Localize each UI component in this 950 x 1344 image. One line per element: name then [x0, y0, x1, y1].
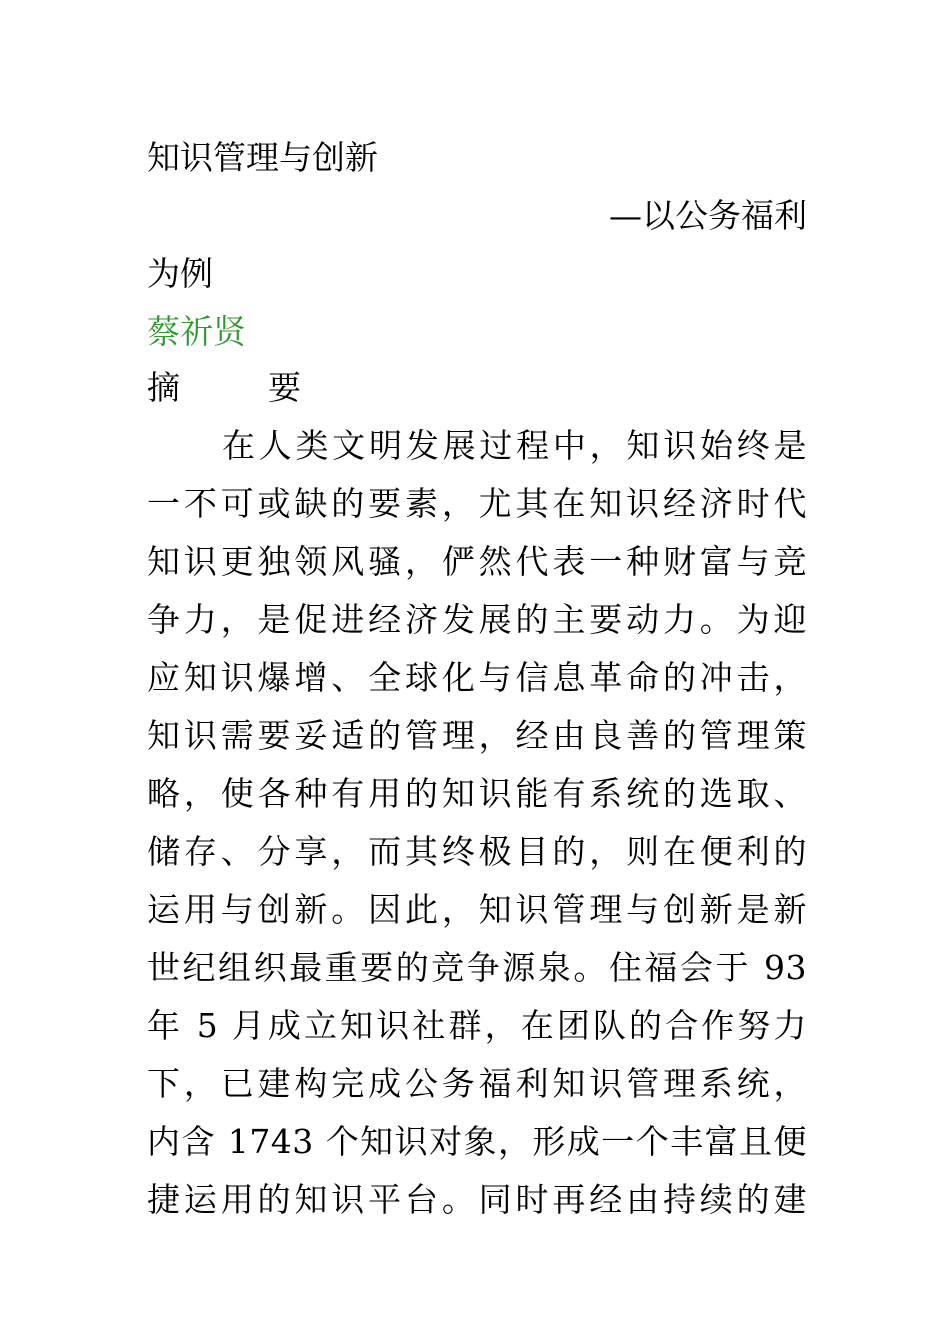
document-subtitle-continued: 为例 — [147, 254, 213, 293]
abstract-line: 知识需要妥适的管理，经由良善的管理策 — [147, 716, 807, 755]
abstract-line: 争力，是促进经济发展的主要动力。为迎 — [147, 600, 807, 639]
document-title: 知识管理与创新 — [147, 138, 378, 177]
abstract-line: 一不可或缺的要素，尤其在知识经济时代 — [147, 484, 807, 523]
abstract-line: 内含 1743 个知识对象，形成一个丰富且便 — [147, 1122, 807, 1161]
abstract-heading-char-2: 要 — [268, 368, 301, 407]
abstract-line: 年 5 月成立知识社群，在团队的合作努力 — [147, 1006, 807, 1045]
abstract-line: 储存、分享，而其终极目的，则在便利的 — [147, 832, 807, 871]
abstract-line: 知识更独领风骚，俨然代表一种财富与竞 — [147, 542, 807, 581]
abstract-line: 运用与创新。因此，知识管理与创新是新 — [147, 890, 807, 929]
abstract-line: 应知识爆增、全球化与信息革命的冲击， — [147, 658, 807, 697]
abstract-line: 下，已建构完成公务福利知识管理系统， — [147, 1064, 807, 1103]
abstract-heading — [147, 368, 807, 408]
abstract-heading-char-1: 摘 — [147, 368, 180, 407]
abstract-line: 在人类文明发展过程中，知识始终是 — [222, 426, 807, 465]
abstract-line: 捷运用的知识平台。同时再经由持续的建 — [147, 1180, 807, 1219]
abstract-line: 略，使各种有用的知识能有系统的选取、 — [147, 774, 807, 813]
document-subtitle: —以公务福利 — [609, 196, 807, 235]
author-name: 蔡祈贤 — [147, 312, 246, 351]
abstract-line: 世纪组织最重要的竞争源泉。住福会于 93 — [147, 948, 807, 987]
